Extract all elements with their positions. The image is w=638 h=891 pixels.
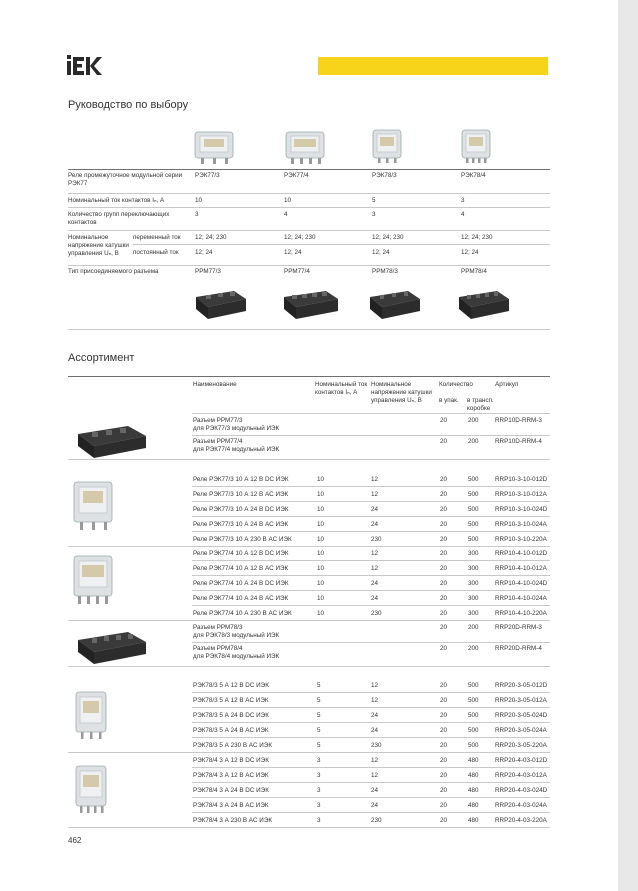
product-article: RRP10-4-10-012A bbox=[495, 565, 547, 572]
table-row-divider bbox=[192, 590, 550, 591]
relay-image-rek77-3 bbox=[192, 124, 238, 166]
table-row-divider bbox=[192, 605, 550, 606]
product-name: РЭК78/4 3 А 24 В DC ИЭК bbox=[193, 787, 269, 794]
product-voltage: 24 bbox=[371, 802, 379, 809]
product-name-line2: для РЭК78/4 модульный ИЭК bbox=[193, 653, 280, 660]
row-label-socket: Тип присоединяемого разъема bbox=[68, 268, 159, 275]
groups-value: 4 bbox=[461, 211, 465, 218]
product-qty-pack: 20 bbox=[440, 787, 448, 794]
ac-value: 12; 24; 230 bbox=[372, 234, 404, 241]
product-current: 3 bbox=[317, 787, 321, 794]
product-article: RRP10-4-10-024D bbox=[495, 580, 548, 587]
relay-image-rek78-3 bbox=[369, 124, 405, 166]
product-name: РЭК78/4 3 А 24 В AC ИЭК bbox=[193, 802, 269, 809]
product-name: Реле РЭК77/4 10 А 12 В AC ИЭК bbox=[193, 565, 289, 572]
product-current: 10 bbox=[317, 595, 325, 602]
dc-label: постоянный ток bbox=[133, 249, 179, 256]
product-article: RRP20D-RRM-3 bbox=[495, 624, 542, 631]
product-name: РЭК78/3 5 А 12 В DC ИЭК bbox=[193, 682, 269, 689]
table-row-divider bbox=[192, 642, 550, 643]
assortment-title: Ассортимент bbox=[68, 352, 135, 364]
ac-value: 12; 24; 230 bbox=[195, 234, 227, 241]
product-qty-box: 500 bbox=[468, 536, 479, 543]
product-article: RRP20D-RRM-4 bbox=[495, 645, 542, 652]
product-article: RRP10D-RRM-4 bbox=[495, 438, 542, 445]
product-current: 3 bbox=[317, 817, 321, 824]
product-article: RRP20-4-03-012A bbox=[495, 772, 547, 779]
table-row-divider bbox=[192, 531, 550, 532]
selection-table-top-rule bbox=[68, 169, 550, 170]
product-voltage: 12 bbox=[371, 565, 379, 572]
product-name: Реле РЭК77/3 10 А 24 В DC ИЭК bbox=[193, 506, 289, 513]
series-value: РЭК77/4 bbox=[284, 172, 309, 179]
relay-image-rek77-4 bbox=[283, 124, 329, 166]
product-voltage: 230 bbox=[371, 610, 382, 617]
product-qty-pack: 20 bbox=[440, 565, 448, 572]
table-row-divider bbox=[192, 707, 550, 708]
table-row-divider bbox=[192, 722, 550, 723]
product-qty-box: 500 bbox=[468, 712, 479, 719]
product-qty-box: 300 bbox=[468, 595, 479, 602]
product-article: RRP20-3-05-024D bbox=[495, 712, 548, 719]
product-name: Реле РЭК77/3 10 А 230 В AC ИЭК bbox=[193, 536, 292, 543]
table-row-divider bbox=[192, 560, 550, 561]
socket-image-rrm78 bbox=[72, 624, 154, 668]
relay-image-rek78-4-group bbox=[72, 760, 112, 820]
row-divider bbox=[68, 193, 550, 194]
socket-value: РРМ77/3 bbox=[195, 268, 221, 275]
product-article: RRP10-4-10-024A bbox=[495, 595, 547, 602]
product-article: RRP20-3-05-012D bbox=[495, 682, 548, 689]
table-row-divider bbox=[68, 459, 550, 460]
current-value: 5 bbox=[372, 197, 376, 204]
header-name: Наименование bbox=[193, 381, 237, 388]
product-name: Реле РЭК77/3 10 А 12 В AC ИЭК bbox=[193, 491, 289, 498]
product-article: RRP20-3-05-024A bbox=[495, 727, 547, 734]
row-label-voltage: Номинальное напряжение катушки управления Uₙ, В bbox=[68, 234, 129, 257]
current-value: 10 bbox=[195, 197, 203, 204]
product-name: Разъем РРМ78/4 bbox=[193, 645, 243, 652]
product-qty-box: 200 bbox=[468, 438, 479, 445]
product-qty-box: 500 bbox=[468, 697, 479, 704]
page-number: 462 bbox=[68, 836, 82, 845]
dc-value: 12; 24 bbox=[195, 249, 213, 256]
product-qty-box: 500 bbox=[468, 491, 479, 498]
product-name-line2: для РЭК77/3 модульный ИЭК bbox=[193, 425, 280, 432]
product-qty-pack: 20 bbox=[440, 817, 448, 824]
groups-value: 3 bbox=[195, 211, 199, 218]
table-row-divider bbox=[192, 575, 550, 576]
product-name: Реле РЭК77/4 10 А 24 В DC ИЭК bbox=[193, 580, 289, 587]
current-value: 10 bbox=[284, 197, 292, 204]
product-qty-pack: 20 bbox=[440, 506, 448, 513]
row-label-groups: Количество групп переключающих контактов bbox=[68, 211, 170, 226]
socket-image-rrm78-3 bbox=[366, 283, 424, 325]
product-voltage: 24 bbox=[371, 727, 379, 734]
product-qty-pack: 20 bbox=[440, 802, 448, 809]
product-name: РЭК78/4 3 А 12 В DC ИЭК bbox=[193, 757, 269, 764]
product-qty-box: 500 bbox=[468, 682, 479, 689]
product-article: RRP10-3-10-012D bbox=[495, 476, 548, 483]
product-voltage: 24 bbox=[371, 521, 379, 528]
product-name: Реле РЭК77/4 10 А 230 В AC ИЭК bbox=[193, 610, 292, 617]
product-voltage: 230 bbox=[371, 742, 382, 749]
socket-value: РРМ78/4 bbox=[461, 268, 487, 275]
product-name-line2: для РЭК77/4 модульный ИЭК bbox=[193, 446, 280, 453]
product-current: 5 bbox=[317, 697, 321, 704]
table-row-divider bbox=[68, 827, 550, 828]
socket-image-rrm77-3 bbox=[192, 283, 250, 325]
product-qty-pack: 20 bbox=[440, 491, 448, 498]
product-article: RRP20-4-03-220A bbox=[495, 817, 547, 824]
row-divider bbox=[68, 265, 550, 266]
table-row-divider bbox=[192, 737, 550, 738]
socket-value: РРМ77/4 bbox=[284, 268, 310, 275]
product-current: 10 bbox=[317, 536, 325, 543]
relay-image-rek78-3-group bbox=[72, 686, 112, 746]
table-row-divider bbox=[192, 435, 550, 436]
product-name-line2: для РЭК78/3 модульный ИЭК bbox=[193, 632, 280, 639]
table-row-divider bbox=[68, 752, 550, 753]
table-row-divider bbox=[192, 486, 550, 487]
product-qty-pack: 20 bbox=[440, 610, 448, 617]
series-value: РЭК78/4 bbox=[461, 172, 486, 179]
header-voltage: Номинальное напряжение катушки управления Uₙ, В bbox=[371, 381, 432, 404]
product-article: RRP20-4-03-024D bbox=[495, 787, 548, 794]
product-qty-box: 480 bbox=[468, 802, 479, 809]
product-current: 3 bbox=[317, 772, 321, 779]
product-name: РЭК78/3 5 А 24 В DC ИЭК bbox=[193, 712, 269, 719]
product-qty-pack: 20 bbox=[440, 550, 448, 557]
socket-image-rrm78-4 bbox=[455, 283, 513, 325]
product-qty-box: 300 bbox=[468, 610, 479, 617]
product-qty-box: 500 bbox=[468, 506, 479, 513]
row-label-series: Реле промежуточное модульной серии РЭК77 bbox=[68, 172, 183, 187]
ac-label: переменный ток bbox=[133, 234, 181, 241]
product-qty-pack: 20 bbox=[440, 595, 448, 602]
product-article: RRP10-3-10-220A bbox=[495, 536, 547, 543]
product-qty-pack: 20 bbox=[440, 742, 448, 749]
product-name: Реле РЭК77/3 10 А 24 В AC ИЭК bbox=[193, 521, 289, 528]
product-current: 5 bbox=[317, 712, 321, 719]
table-row-divider bbox=[192, 797, 550, 798]
product-article: RRP10-3-10-024D bbox=[495, 506, 548, 513]
socket-image-rrm77-4 bbox=[280, 283, 342, 325]
header-article: Артикул bbox=[495, 381, 519, 388]
product-current: 10 bbox=[317, 476, 325, 483]
product-qty-box: 500 bbox=[468, 476, 479, 483]
product-current: 5 bbox=[317, 727, 321, 734]
product-current: 5 bbox=[317, 742, 321, 749]
product-voltage: 24 bbox=[371, 506, 379, 513]
table-row-divider bbox=[68, 546, 550, 547]
groups-value: 3 bbox=[372, 211, 376, 218]
ac-value: 12; 24; 230 bbox=[461, 234, 493, 241]
header-divider bbox=[192, 413, 550, 414]
relay-image-rek77-3-group bbox=[70, 474, 116, 538]
table-row-divider bbox=[68, 620, 550, 621]
product-voltage: 24 bbox=[371, 787, 379, 794]
table-row-divider bbox=[192, 812, 550, 813]
product-current: 10 bbox=[317, 610, 325, 617]
series-value: РЭК77/3 bbox=[195, 172, 220, 179]
product-voltage: 12 bbox=[371, 772, 379, 779]
product-current: 3 bbox=[317, 757, 321, 764]
ac-value: 12; 24; 230 bbox=[284, 234, 316, 241]
row-divider bbox=[68, 230, 550, 231]
product-article: RRP20-4-03-024A bbox=[495, 802, 547, 809]
table-row-divider bbox=[192, 692, 550, 693]
header-qty-pack: в упак. bbox=[439, 397, 459, 404]
product-article: RRP10-3-10-024A bbox=[495, 521, 547, 528]
product-qty-box: 300 bbox=[468, 550, 479, 557]
selection-table-bottom-rule bbox=[68, 329, 550, 330]
product-qty-box: 480 bbox=[468, 817, 479, 824]
product-article: RRP10D-RRM-3 bbox=[495, 417, 542, 424]
relay-image-rek77-4-group bbox=[70, 548, 116, 612]
product-current: 10 bbox=[317, 521, 325, 528]
product-qty-pack: 20 bbox=[440, 757, 448, 764]
accent-bar bbox=[318, 57, 548, 75]
product-qty-pack: 20 bbox=[440, 476, 448, 483]
product-name: Реле РЭК77/4 10 А 12 В DC ИЭК bbox=[193, 550, 289, 557]
product-voltage: 12 bbox=[371, 491, 379, 498]
groups-value: 4 bbox=[284, 211, 288, 218]
product-name: РЭК78/3 5 А 24 В AC ИЭК bbox=[193, 727, 269, 734]
table-row-divider bbox=[192, 782, 550, 783]
product-name: РЭК78/4 3 А 12 В AC ИЭК bbox=[193, 772, 269, 779]
dc-value: 12; 24 bbox=[284, 249, 302, 256]
table-row-divider bbox=[192, 516, 550, 517]
product-qty-pack: 20 bbox=[440, 521, 448, 528]
product-voltage: 12 bbox=[371, 682, 379, 689]
product-current: 10 bbox=[317, 550, 325, 557]
product-name: Разъем РРМ77/4 bbox=[193, 438, 243, 445]
product-voltage: 12 bbox=[371, 757, 379, 764]
product-qty-box: 200 bbox=[468, 417, 479, 424]
product-current: 10 bbox=[317, 580, 325, 587]
product-qty-box: 500 bbox=[468, 521, 479, 528]
product-current: 5 bbox=[317, 682, 321, 689]
product-qty-pack: 20 bbox=[440, 645, 448, 652]
product-qty-pack: 20 bbox=[440, 772, 448, 779]
product-qty-pack: 20 bbox=[440, 727, 448, 734]
product-current: 10 bbox=[317, 565, 325, 572]
row-divider bbox=[133, 244, 550, 245]
dc-value: 12; 24 bbox=[461, 249, 479, 256]
header-qty-box: в трансп. коробке bbox=[467, 397, 494, 412]
product-voltage: 24 bbox=[371, 595, 379, 602]
product-qty-pack: 20 bbox=[440, 536, 448, 543]
product-voltage: 230 bbox=[371, 817, 382, 824]
product-article: RRP20-3-05-012A bbox=[495, 697, 547, 704]
product-voltage: 12 bbox=[371, 550, 379, 557]
product-article: RRP10-4-10-220A bbox=[495, 610, 547, 617]
iek-logo bbox=[67, 55, 117, 77]
product-qty-box: 500 bbox=[468, 742, 479, 749]
product-name: Разъем РРМ78/3 bbox=[193, 624, 243, 631]
product-voltage: 24 bbox=[371, 712, 379, 719]
product-qty-box: 200 bbox=[468, 645, 479, 652]
dc-value: 12; 24 bbox=[372, 249, 390, 256]
product-article: RRP20-3-05-220A bbox=[495, 742, 547, 749]
product-voltage: 24 bbox=[371, 580, 379, 587]
product-qty-pack: 20 bbox=[440, 438, 448, 445]
assortment-table-top-rule bbox=[68, 376, 550, 377]
row-divider bbox=[68, 207, 550, 208]
page-edge-strip bbox=[618, 0, 638, 891]
product-qty-box: 300 bbox=[468, 565, 479, 572]
product-qty-box: 480 bbox=[468, 787, 479, 794]
socket-value: РРМ78/3 bbox=[372, 268, 398, 275]
product-qty-pack: 20 bbox=[440, 712, 448, 719]
selection-title: Руководство по выбору bbox=[68, 99, 189, 111]
product-name: Разъем РРМ77/3 bbox=[193, 417, 243, 424]
header-current: Номинальный ток контактов Iₙ, А bbox=[315, 381, 368, 396]
product-name: Реле РЭК77/3 10 А 12 В DC ИЭК bbox=[193, 476, 289, 483]
product-article: RRP20-4-03-012D bbox=[495, 757, 548, 764]
product-current: 10 bbox=[317, 491, 325, 498]
product-qty-box: 480 bbox=[468, 772, 479, 779]
product-qty-box: 500 bbox=[468, 727, 479, 734]
product-name: Реле РЭК77/4 10 А 24 В AC ИЭК bbox=[193, 595, 289, 602]
table-row-divider bbox=[192, 501, 550, 502]
table-row-divider bbox=[192, 767, 550, 768]
product-qty-pack: 20 bbox=[440, 580, 448, 587]
product-name: РЭК78/4 3 А 230 В AC ИЭК bbox=[193, 817, 273, 824]
product-qty-pack: 20 bbox=[440, 682, 448, 689]
header-qty: Количество bbox=[439, 381, 473, 388]
product-name: РЭК78/3 5 А 230 В AC ИЭК bbox=[193, 742, 273, 749]
product-voltage: 12 bbox=[371, 476, 379, 483]
product-qty-box: 300 bbox=[468, 580, 479, 587]
product-voltage: 12 bbox=[371, 697, 379, 704]
product-qty-box: 480 bbox=[468, 757, 479, 764]
relay-image-rek78-4 bbox=[458, 124, 494, 166]
socket-image-rrm77 bbox=[72, 418, 154, 460]
product-voltage: 230 bbox=[371, 536, 382, 543]
product-qty-pack: 20 bbox=[440, 624, 448, 631]
product-current: 10 bbox=[317, 506, 325, 513]
product-qty-pack: 20 bbox=[440, 697, 448, 704]
product-article: RRP10-4-10-012D bbox=[495, 550, 548, 557]
product-name: РЭК78/3 5 А 12 В AC ИЭК bbox=[193, 697, 269, 704]
series-value: РЭК78/3 bbox=[372, 172, 397, 179]
product-qty-box: 200 bbox=[468, 624, 479, 631]
product-current: 3 bbox=[317, 802, 321, 809]
product-qty-pack: 20 bbox=[440, 417, 448, 424]
row-label-current: Номинальный ток контактов Iₙ, А bbox=[68, 197, 165, 204]
current-value: 3 bbox=[461, 197, 465, 204]
table-row-divider bbox=[68, 666, 550, 667]
product-article: RRP10-3-10-012A bbox=[495, 491, 547, 498]
